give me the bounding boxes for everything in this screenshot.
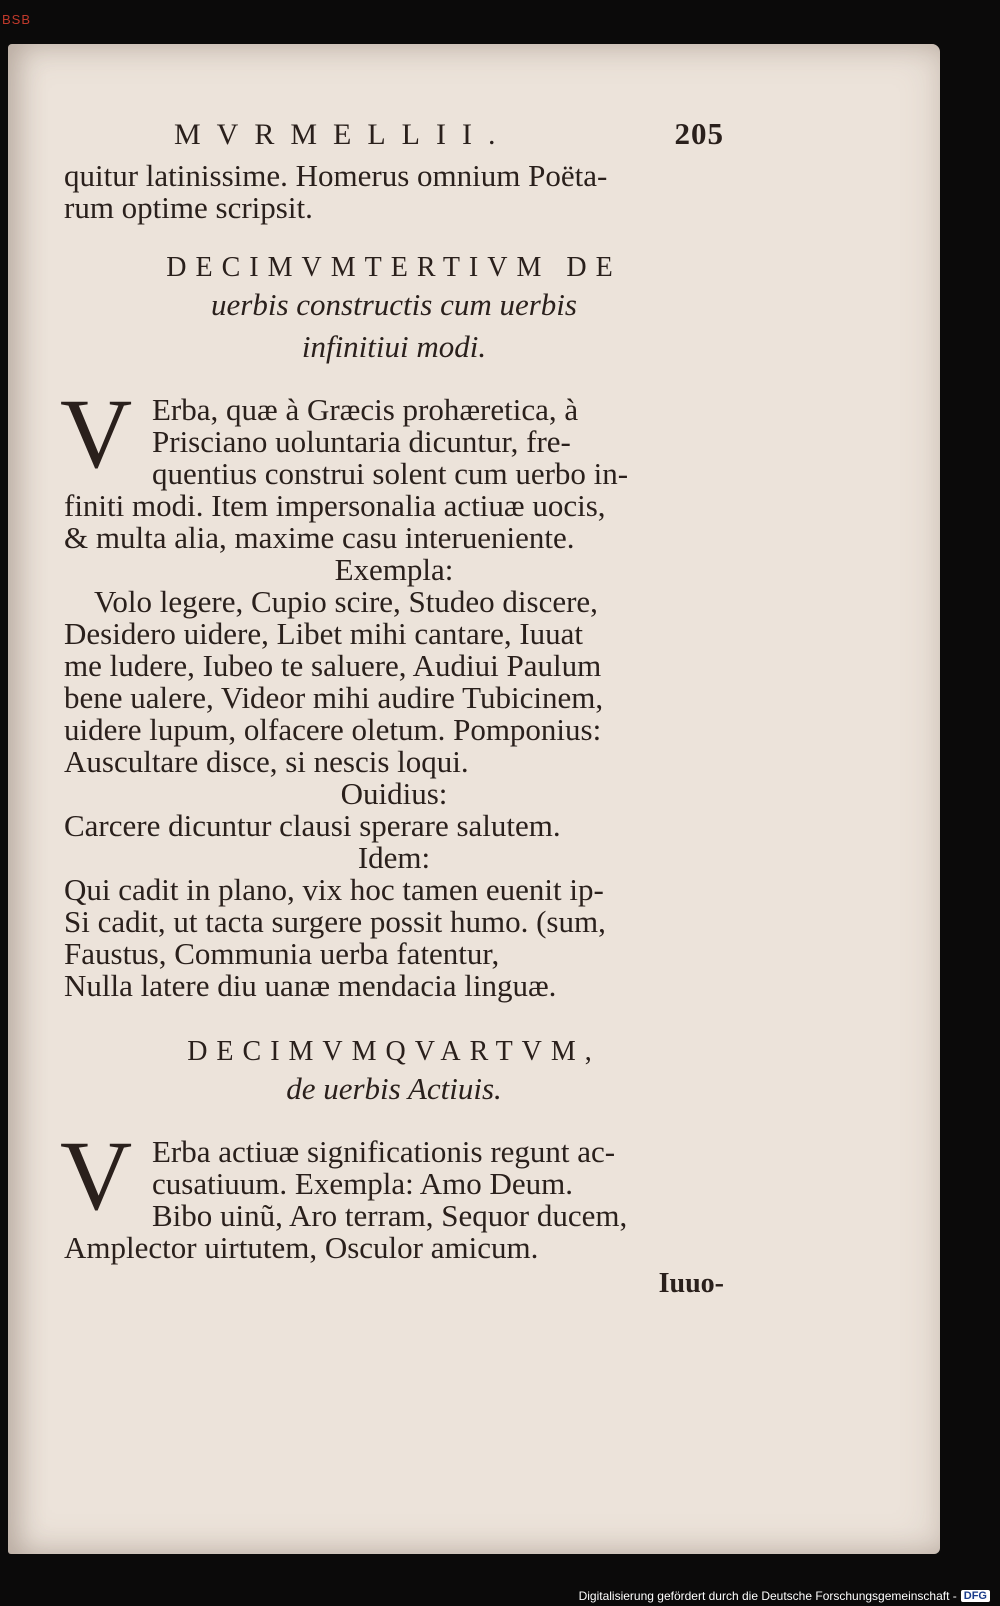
verse-line: Si cadit, ut tacta surgere possit humo. (sum,: [64, 904, 606, 939]
verse-line: Carcere dicuntur clausi sperare salutem.: [64, 808, 561, 843]
verse-line: Faustus, Communia uerba fatentur,: [64, 936, 500, 971]
drop-cap: V: [60, 1120, 133, 1231]
verse-line: Nulla latere diu uanæ mendacia linguæ.: [64, 968, 557, 1003]
digitization-footer: [579, 1589, 990, 1603]
text-line: cusatiuum. Exempla: Amo Deum.: [152, 1166, 574, 1201]
text-column: [60, 116, 724, 1300]
text-line: rum optime scripsit.: [64, 190, 313, 225]
library-mark: BSB: [2, 12, 32, 27]
dfg-logo: DFG: [961, 1590, 990, 1602]
drop-cap: V: [60, 378, 133, 489]
text-line: Prisciano uoluntaria dicuntur, fre-: [152, 424, 571, 459]
text-line: & multa alia, maxime casu interueniente.: [64, 520, 575, 555]
section-heading: DECIMVMTERTIVM DE: [166, 252, 622, 283]
section-subtitle: infinitiui modi.: [301, 329, 487, 364]
text-line: Erba actiuæ significationis regunt ac-: [152, 1134, 616, 1169]
section-subtitle: de uerbis Actiuis.: [286, 1071, 502, 1106]
text-line: bene ualere, Videor mihi audire Tubicinem,: [64, 680, 604, 715]
verse-line: Qui cadit in plano, vix hoc tamen euenit ip-: [64, 872, 604, 907]
header-title: MVRMELLII.: [174, 118, 512, 151]
label-exempla: Exempla:: [334, 552, 454, 587]
text-line: Auscultare disce, si nescis loqui.: [64, 744, 469, 779]
footer-credit: Digitalisierung gefördert durch die Deutsche Forschungsgemeinschaft -: [578, 1589, 957, 1603]
label-ouidius: Ouidius:: [340, 776, 448, 811]
text-line: Erba, quæ à Græcis prohæretica, à: [152, 392, 579, 427]
page-number: 205: [674, 116, 724, 151]
text-line: Desidero uidere, Libet mihi cantare, Iuuat: [64, 616, 584, 651]
running-header: [64, 116, 724, 152]
section-heading: DECIMVMQVARTVM,: [187, 1036, 601, 1067]
book-page: [8, 44, 940, 1554]
text-line: Bibo uinũ, Aro terram, Sequor ducem,: [152, 1198, 628, 1233]
section-subtitle: uerbis constructis cum uerbis: [211, 287, 577, 322]
text-line: quentius construi solent cum uerbo in-: [152, 456, 629, 491]
text-line: Volo legere, Cupio scire, Studeo discere,: [94, 584, 598, 619]
text-line: quitur latinissime. Homerus omnium Poëta-: [64, 158, 608, 193]
paragraph: [60, 378, 724, 555]
text-line: Amplector uirtutem, Osculor amicum.: [64, 1230, 539, 1265]
catchword: Iuuo-: [658, 1268, 724, 1299]
text-line: uidere lupum, olfacere oletum. Pomponius:: [64, 712, 602, 747]
text-line: me ludere, Iubeo te saluere, Audiui Paulum: [64, 648, 602, 683]
label-idem: Idem:: [357, 840, 431, 875]
text-line: finiti modi. Item impersonalia actiuæ uocis,: [64, 488, 606, 523]
paragraph: [60, 1120, 724, 1265]
